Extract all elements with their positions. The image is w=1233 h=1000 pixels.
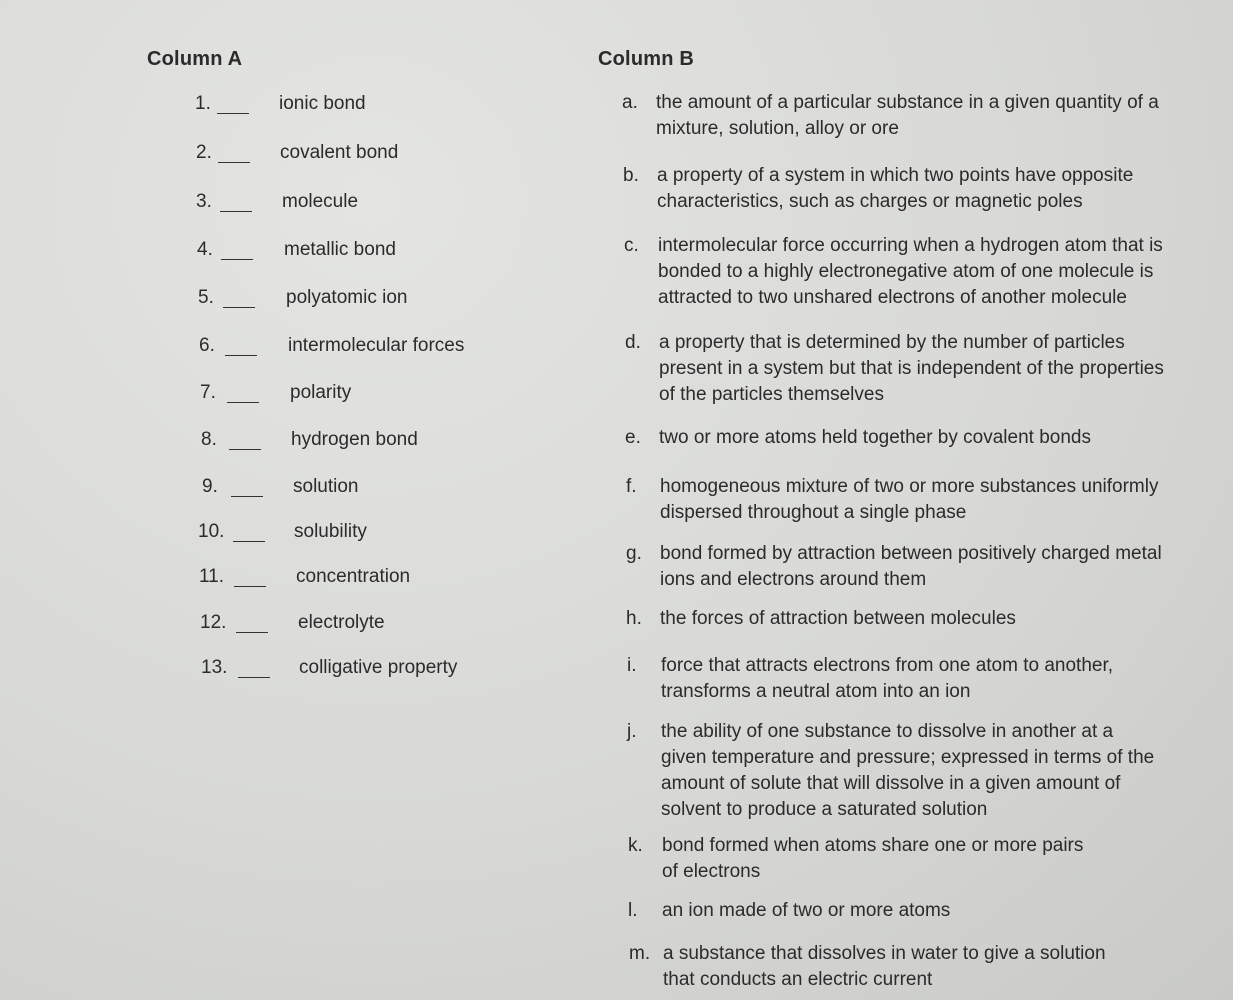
item-letter: l. bbox=[628, 900, 638, 921]
item-definition: the ability of one substance to dissolve in another at a given temperature and pressure; expressed in terms of the amount of solute that will dissolve in a given amount of solvent to produce a saturated solution bbox=[661, 721, 1155, 820]
item-number: 9. bbox=[202, 476, 218, 497]
item-number: 6. bbox=[199, 335, 215, 356]
item-letter: i. bbox=[627, 655, 637, 676]
item-number: 5. bbox=[198, 287, 214, 308]
item-definition: bond formed when atoms share one or more pairs of electrons bbox=[662, 835, 1084, 882]
item-term: molecule bbox=[282, 191, 359, 212]
answer-blank[interactable] bbox=[231, 496, 263, 497]
item-term: ionic bond bbox=[279, 93, 366, 114]
item-letter: m. bbox=[629, 943, 651, 964]
item-definition: a property that is determined by the number of particles present in a system but that is independent of the properties of the particles themselves bbox=[659, 332, 1164, 405]
item-number: 1. bbox=[195, 93, 211, 114]
item-number: 8. bbox=[201, 429, 217, 450]
item-number: 10. bbox=[198, 521, 225, 542]
item-letter: g. bbox=[626, 543, 642, 564]
item-term: solubility bbox=[294, 521, 367, 542]
item-number: 4. bbox=[197, 239, 213, 260]
item-definition: the amount of a particular substance in a given quantity of a mixture, solution, alloy or ore bbox=[656, 92, 1159, 139]
column-a-heading: Column A bbox=[147, 48, 243, 70]
item-term: polarity bbox=[290, 382, 352, 403]
answer-blank[interactable] bbox=[223, 307, 255, 308]
answer-blank[interactable] bbox=[229, 449, 261, 450]
answer-blank[interactable] bbox=[238, 677, 270, 678]
item-term: solution bbox=[293, 476, 359, 497]
item-term: colligative property bbox=[299, 657, 458, 678]
item-number: 12. bbox=[200, 612, 227, 633]
answer-blank[interactable] bbox=[234, 586, 266, 587]
item-term: electrolyte bbox=[298, 612, 385, 633]
item-letter: e. bbox=[625, 427, 641, 448]
item-term: intermolecular forces bbox=[288, 335, 465, 356]
item-definition: homogeneous mixture of two or more substances uniformly dispersed throughout a single phase bbox=[660, 476, 1159, 523]
item-letter: h. bbox=[626, 608, 642, 629]
item-letter: j. bbox=[627, 721, 637, 742]
item-definition: force that attracts electrons from one atom to another, transforms a neutral atom into an ion bbox=[661, 655, 1114, 702]
item-letter: d. bbox=[625, 332, 641, 353]
answer-blank[interactable] bbox=[221, 259, 253, 260]
item-number: 2. bbox=[196, 142, 212, 163]
item-letter: f. bbox=[626, 476, 637, 497]
item-definition: bond formed by attraction between positively charged metal ions and electrons around them bbox=[660, 543, 1162, 590]
item-letter: a. bbox=[622, 92, 638, 113]
item-definition: intermolecular force occurring when a hydrogen atom that is bonded to a highly electronegative atom of one molecule is attracted to two unshared electrons of another molecule bbox=[658, 235, 1163, 308]
item-number: 11. bbox=[199, 566, 225, 587]
item-number: 13. bbox=[201, 657, 228, 678]
answer-blank[interactable] bbox=[236, 632, 268, 633]
answer-blank[interactable] bbox=[218, 162, 250, 163]
item-letter: k. bbox=[628, 835, 643, 856]
item-definition: a property of a system in which two points have opposite characteristics, such as charges or magnetic poles bbox=[657, 165, 1134, 212]
item-letter: b. bbox=[623, 165, 639, 186]
item-term: hydrogen bond bbox=[291, 429, 418, 450]
answer-blank[interactable] bbox=[220, 211, 252, 212]
answer-blank[interactable] bbox=[225, 355, 257, 356]
item-definition: two or more atoms held together by covalent bonds bbox=[659, 427, 1091, 448]
item-term: concentration bbox=[296, 566, 411, 587]
item-term: polyatomic ion bbox=[286, 287, 408, 308]
item-term: covalent bond bbox=[280, 142, 399, 163]
item-number: 3. bbox=[196, 191, 212, 212]
item-definition: the forces of attraction between molecules bbox=[660, 608, 1016, 629]
answer-blank[interactable] bbox=[233, 541, 265, 542]
answer-blank[interactable] bbox=[217, 113, 249, 114]
item-definition: an ion made of two or more atoms bbox=[662, 900, 951, 921]
item-definition: a substance that dissolves in water to give a solution that conducts an electric current bbox=[663, 943, 1106, 990]
column-b-heading: Column B bbox=[598, 48, 695, 70]
answer-blank[interactable] bbox=[227, 402, 259, 403]
item-term: metallic bond bbox=[284, 239, 396, 260]
item-letter: c. bbox=[624, 235, 639, 256]
item-number: 7. bbox=[200, 382, 216, 403]
